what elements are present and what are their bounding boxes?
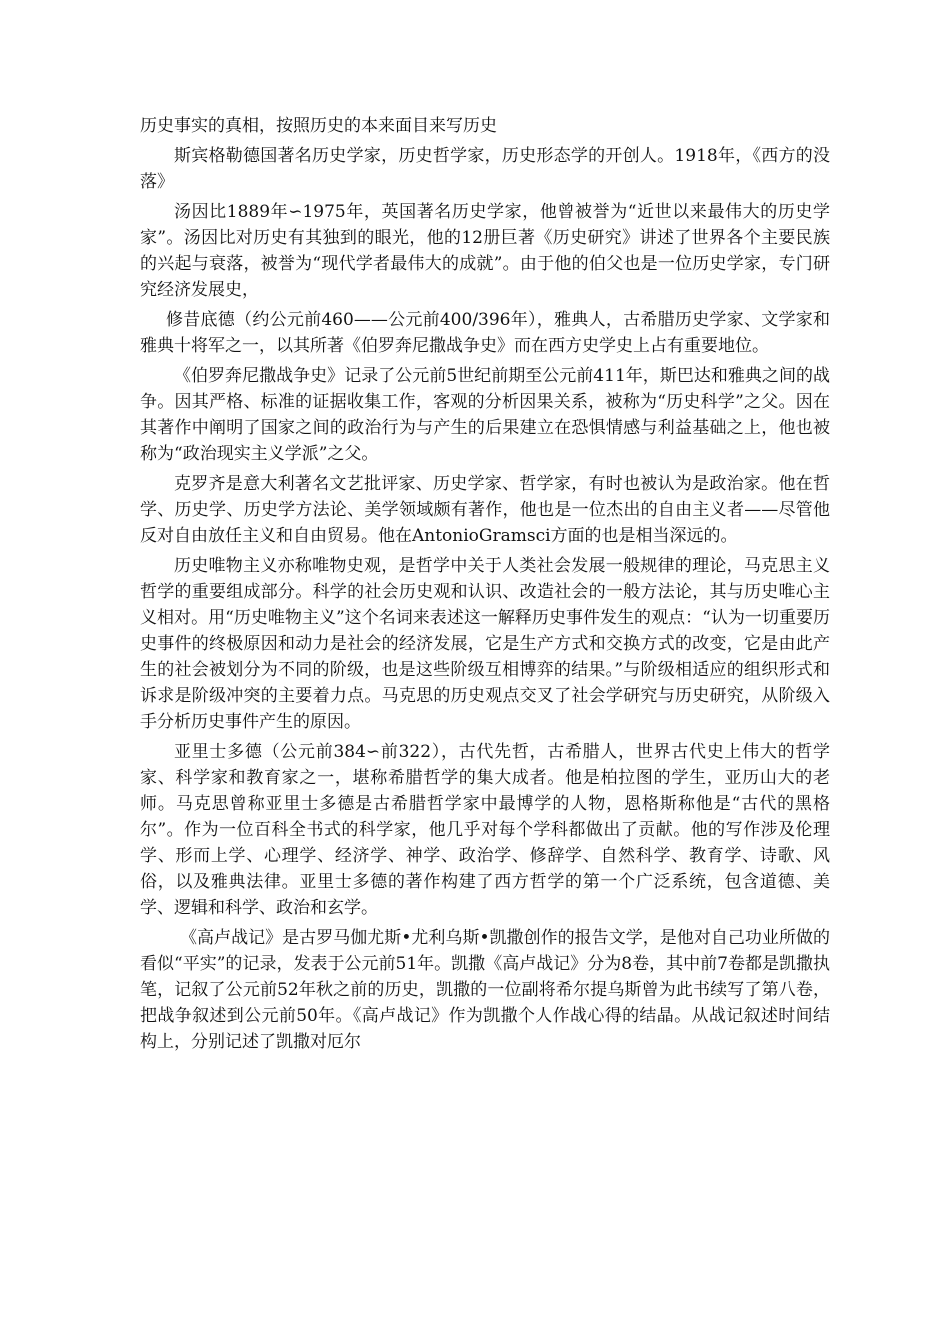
paragraph-3: 汤因比1889年∽1975年，英国著名历史学家，他曾被誉为“近世以来最伟大的历史学家”。汤因比对历史有其独到的眼光，他的12册巨著《历史研究》讲述了世界各个主要民族的兴起与衰落，被誉为“现代学者最伟大的成就”。由于他的伯父也是一位历史学家，专门研究经济发展史， xyxy=(140,202,830,300)
paragraph-6: 克罗齐是意大利著名文艺批评家、历史学家、哲学家，有时也被认为是政治家。他在哲学、历史学、历史学方法论、美学领域颇有著作，他也是一位杰出的自由主义者——尽管他反对自由放任主义和自由贸易。他在AntonioGramsci方面的也是相当深远的。 xyxy=(140,474,830,546)
paragraph-1: 历史事实的真相，按照历史的本来面目来写历史 xyxy=(140,116,497,136)
document-body xyxy=(140,113,830,1059)
paragraph-4: 修昔底德（约公元前460——公元前400/396年），雅典人，古希腊历史学家、文学家和雅典十将军之一，以其所著《伯罗奔尼撒战争史》而在西方史学史上占有重要地位。 xyxy=(140,310,830,356)
paragraph-2: 斯宾格勒德国著名历史学家，历史哲学家，历史形态学的开创人。1918年，《西方的没落》 xyxy=(140,146,830,192)
paragraph-9: 《高卢战记》是古罗马伽尤斯•尤利乌斯•凯撒创作的报告文学，是他对自己功业所做的看似“平实”的记录，发表于公元前51年。凯撒《高卢战记》分为8卷，其中前7卷都是凯撒执笔，记叙了公元前52年秋之前的历史，凯撒的一位副将希尔提乌斯曾为此书续写了第八卷，把战争叙述到公元前50年。《高卢战记》作为凯撒个人作战心得的结晶。从战记叙述时间结构上，分别记述了凯撒对厄尔 xyxy=(140,928,830,1052)
paragraph-7: 历史唯物主义亦称唯物史观，是哲学中关于人类社会发展一般规律的理论，马克思主义哲学的重要组成部分。科学的社会历史观和认识、改造社会的一般方法论，其与历史唯心主义相对。用“历史唯物主义”这个名词来表述这一解释历史事件发生的观点：“认为一切重要历史事件的终极原因和动力是社会的经济发展，它是生产方式和交换方式的改变，它是由此产生的社会被划分为不同的阶级，也是这些阶级互相博弈的结果。”与阶级相适应的组织形式和诉求是阶级冲突的主要着力点。马克思的历史观点交叉了社会学研究与历史研究，从阶级入手分析历史事件产生的原因。 xyxy=(140,556,830,732)
paragraph-5: 《伯罗奔尼撒战争史》记录了公元前5世纪前期至公元前411年，斯巴达和雅典之间的战争。因其严格、标准的证据收集工作，客观的分析因果关系，被称为“历史科学”之父。因在其著作中阐明了国家之间的政治行为与产生的后果建立在恐惧情感与利益基础之上，他也被称为“政治现实主义学派”之父。 xyxy=(140,366,830,464)
paragraph-8: 亚里士多德（公元前384∽前322），古代先哲，古希腊人，世界古代史上伟大的哲学家、科学家和教育家之一，堪称希腊哲学的集大成者。他是柏拉图的学生，亚历山大的老师。马克思曾称亚里士多德是古希腊哲学家中最博学的人物，恩格斯称他是“古代的黑格尔”。作为一位百科全书式的科学家，他几乎对每个学科都做出了贡献。他的写作涉及伦理学、形而上学、心理学、经济学、神学、政治学、修辞学、自然科学、教育学、诗歌、风俗，以及雅典法律。亚里士多德的著作构建了西方哲学的第一个广泛系统，包含道德、美学、逻辑和科学、政治和玄学。 xyxy=(140,742,830,918)
